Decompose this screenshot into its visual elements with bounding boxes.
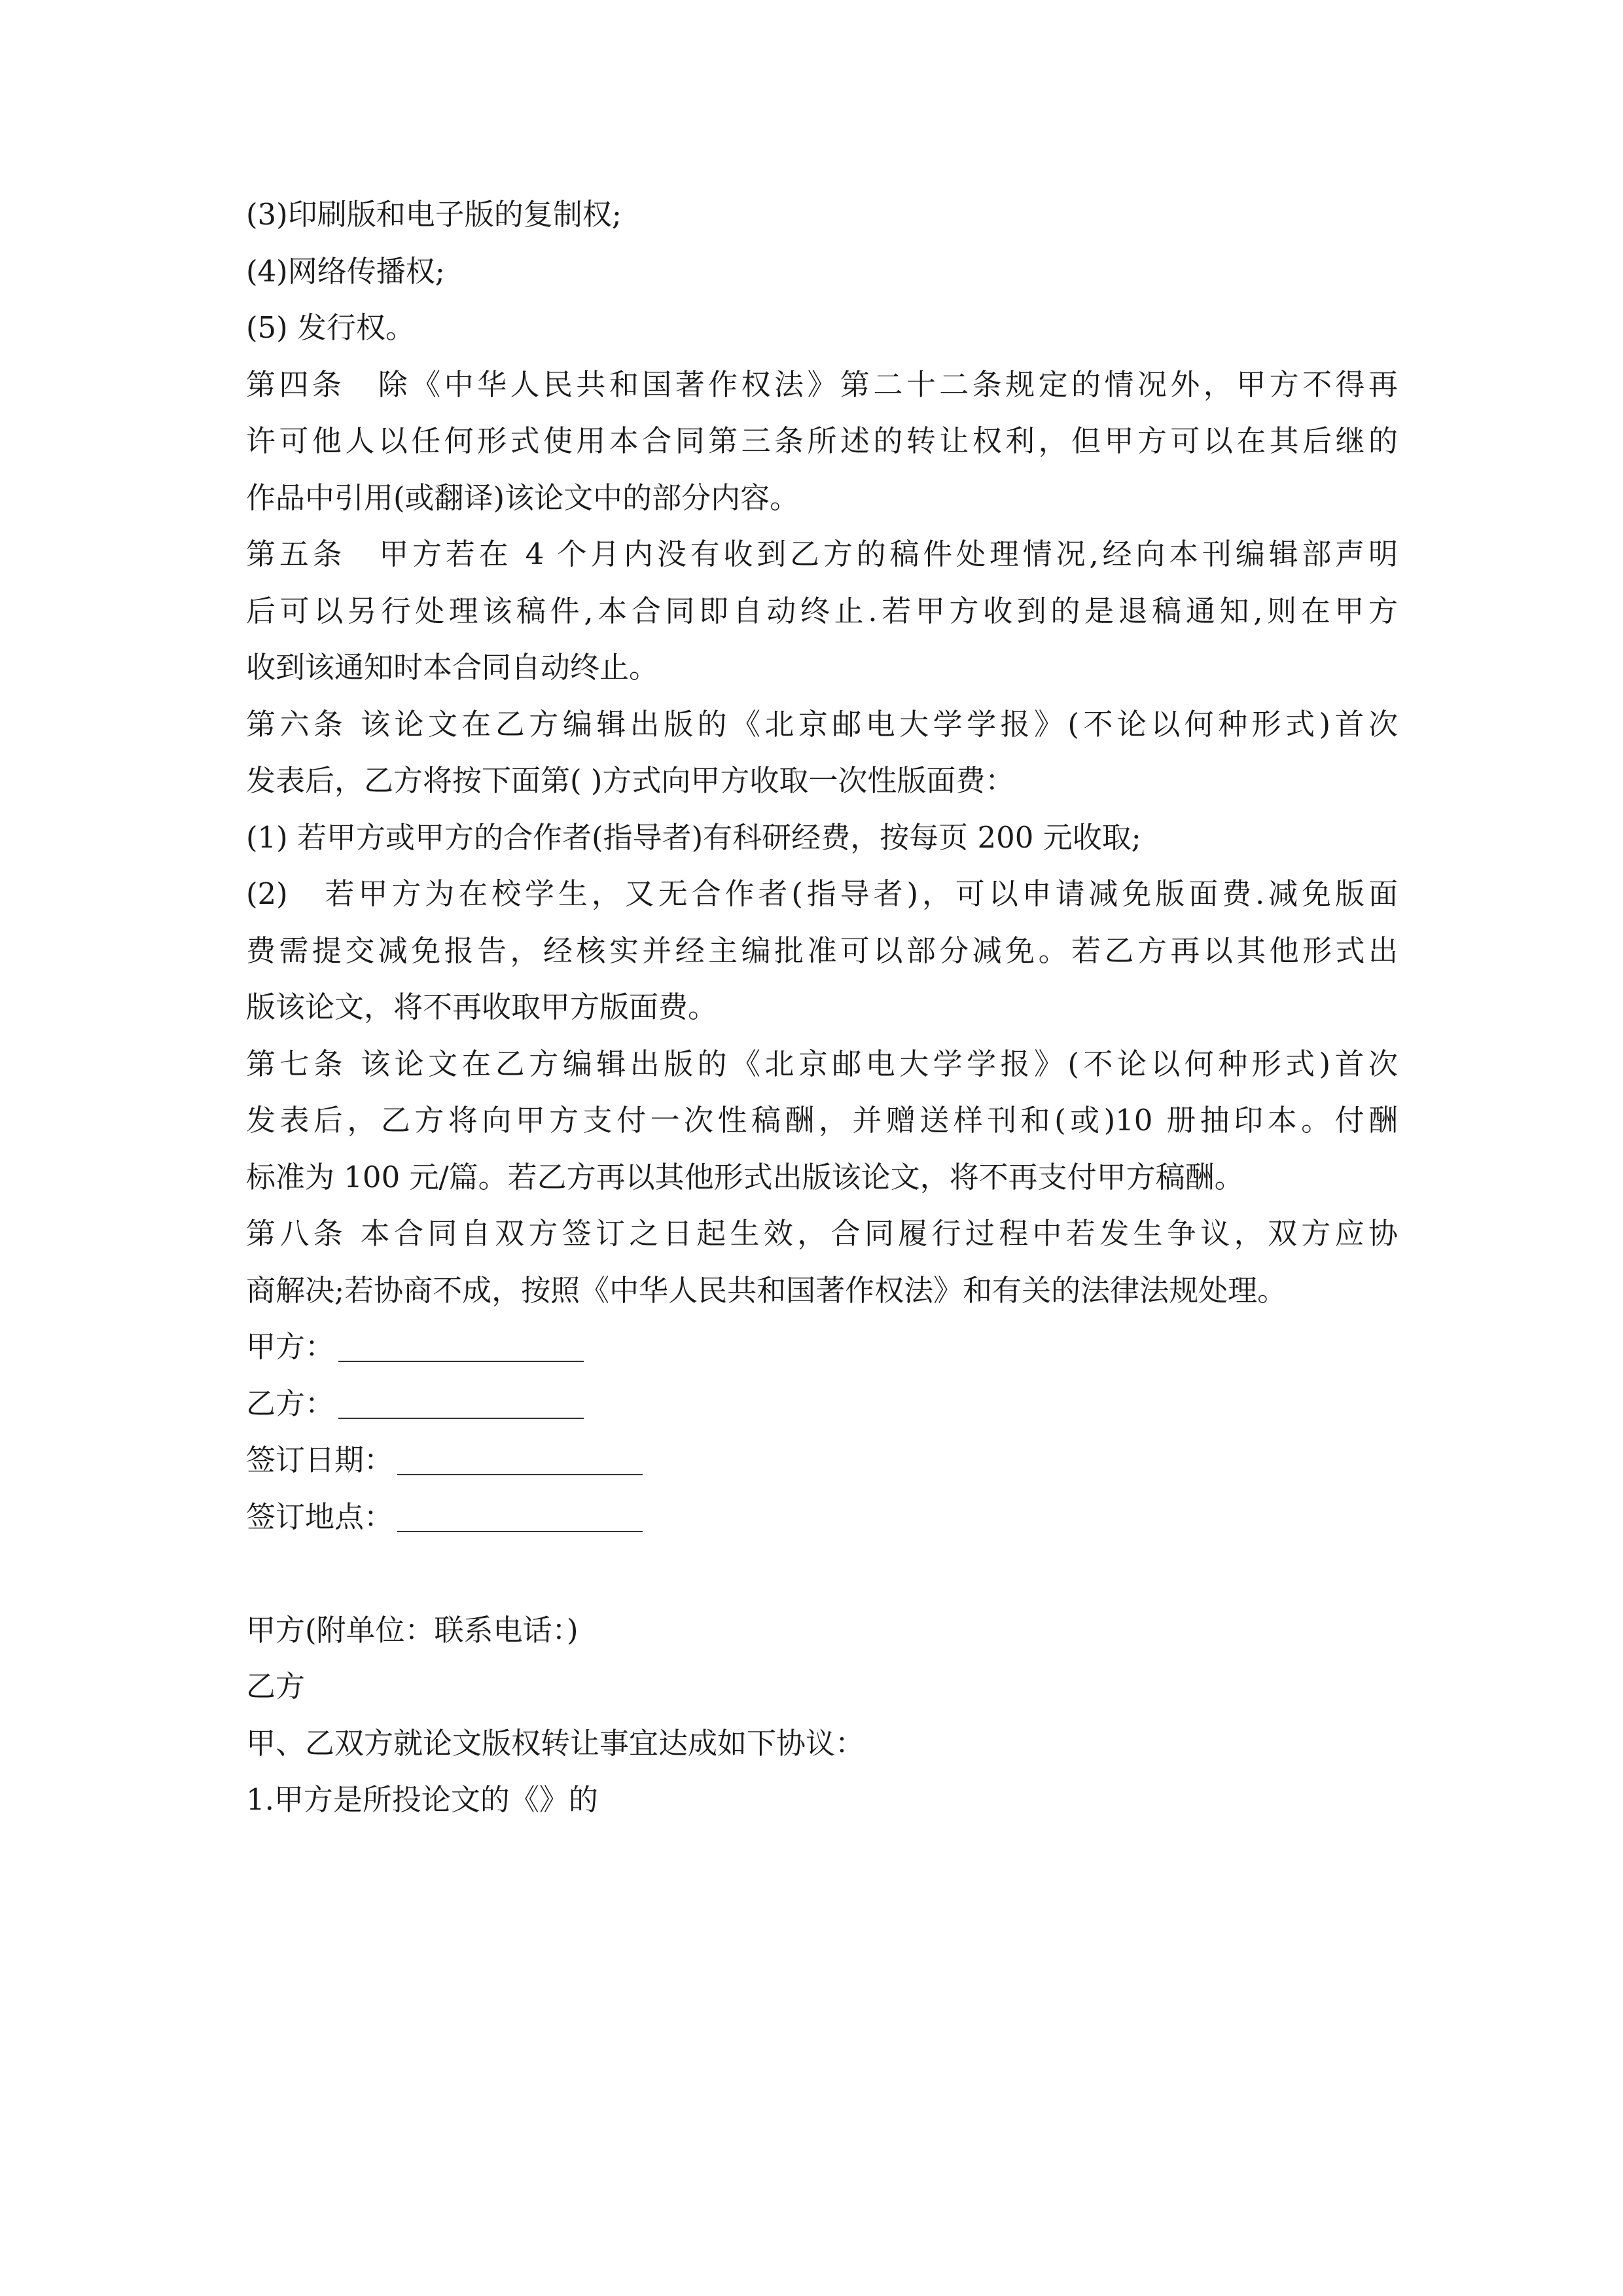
section-spacer [246,1554,1398,1611]
article-8-line: 商解决;若协商不成，按照《中华人民共和国著作权法》和有关的法律法规处理。 [246,1272,1287,1308]
signature-place-blank[interactable] [397,1505,643,1532]
article-6 [246,705,1398,801]
signature-party-a [246,1327,1398,1367]
article-6-line: 发表后，乙方将按下面第( )方式向甲方收取一次性版面费： [246,763,1015,798]
article-5-line: 后可以另行处理该稿件,本合同即自动终止.若甲方收到的是退稿通知,则在甲方 [246,593,1398,628]
signature-date [246,1441,1398,1480]
next-contract-intro: 甲、乙双方就论文版权转让事宜达成如下协议： [246,1725,865,1761]
signature-party-a-blank[interactable] [338,1335,584,1362]
article-6-option-1: (1) 若甲方或甲方的合作者(指导者)有科研经费，按每页 200 元收取; [246,819,1141,855]
next-contract-party-a: 甲方(附单位：联系电话：) [246,1612,579,1647]
signature-place [246,1498,1398,1537]
article-4 [246,365,1398,518]
signature-party-a-label: 甲方： [246,1329,335,1364]
signature-place-label: 签订地点： [246,1499,394,1534]
article-5-line: 收到该通知时本合同自动终止。 [246,650,659,685]
list-item-reproduction-right: (3)印刷版和电子版的复制权; [246,197,622,232]
article-8 [246,1214,1398,1310]
article-6-option-2 [246,874,1398,1027]
article-5 [246,535,1398,687]
article-5-line: 第五条 甲方若在 4 个月内没有收到乙方的稿件处理情况,经向本刊编辑部声明 [246,537,1398,571]
signature-party-b-blank[interactable] [338,1391,584,1419]
article-7-line: 第七条 该论文在乙方编辑出版的《北京邮电大学学报》(不论以何种形式)首次 [246,1046,1398,1081]
list-item-network-right: (4)网络传播权; [246,253,445,289]
article-8-line: 第八条 本合同自双方签订之日起生效，合同履行过程中若发生争议，双方应协 [246,1216,1398,1251]
article-4-line: 作品中引用(或翻译)该论文中的部分内容。 [246,480,800,515]
signature-party-b [246,1384,1398,1424]
signature-party-b-label: 乙方： [246,1386,335,1421]
article-6-line: 第六条 该论文在乙方编辑出版的《北京邮电大学学报》(不论以何种形式)首次 [246,706,1398,742]
signature-date-label: 签订日期： [246,1443,394,1477]
article-7 [246,1045,1398,1197]
article-6-option-2-line: (2) 若甲方为在校学生，又无合作者(指导者)，可以申请减免版面费.减免版面 [246,876,1398,911]
next-contract-party-b: 乙方 [246,1669,306,1704]
article-4-line: 第四条 除《中华人民共和国著作权法》第二十二条规定的情况外，甲方不得再 [246,367,1398,402]
signature-date-blank[interactable] [397,1448,643,1475]
article-4-line: 许可他人以任何形式使用本合同第三条所述的转让权利，但甲方可以在其后继的 [246,423,1398,458]
list-item-distribution-right: (5) 发行权。 [246,310,416,345]
contract-body [246,195,1398,1837]
next-contract-clause-1: 1.甲方是所投论文的《》的 [246,1782,598,1817]
article-7-line: 标准为 100 元/篇。若乙方再以其他形式出版该论文，将不再支付甲方稿酬。 [246,1159,1244,1194]
article-7-line: 发表后，乙方将向甲方支付一次性稿酬，并赠送样刊和(或)10 册抽印本。付酬 [246,1103,1398,1138]
article-6-option-2-line: 费需提交减免报告，经核实并经主编批准可以部分减免。若乙方再以其他形式出 [246,933,1398,968]
article-6-option-2-line: 版该论文，将不再收取甲方版面费。 [246,990,718,1024]
